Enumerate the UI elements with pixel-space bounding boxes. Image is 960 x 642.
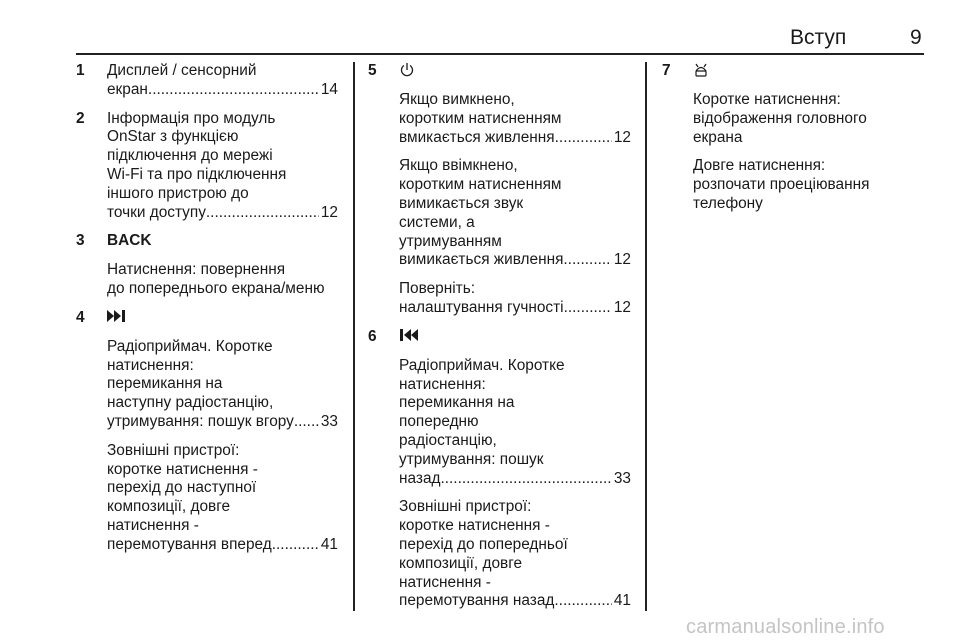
button-label: BACK [107,232,152,250]
line-text: натиснення: [107,356,194,374]
line-text: натиснення - [107,516,199,534]
legend-item [76,309,338,555]
line-text: Довге натиснення: [693,157,826,175]
skip-forward-icon [107,309,338,327]
page-reference: 12 [613,128,631,146]
page-reference-line [107,413,338,432]
phone-projection-icon [693,62,924,80]
page-reference-line [399,470,631,489]
power-icon [399,62,631,80]
line-text: підключення до мережі [107,147,273,165]
line-text: перемикання на [107,375,223,393]
description-paragraph [107,110,338,223]
line-text: утримуванням [399,232,502,250]
line-text: композиції, довге [107,498,231,516]
dot-leader [206,204,319,223]
legend-item [76,62,338,100]
line-text: перехід до наступної [107,479,257,497]
description-paragraph [107,62,338,100]
line-text: перемотування вперед [107,535,272,553]
page-reference: 12 [613,298,631,316]
description-paragraph [399,357,631,489]
line-text: OnStar з функцією [107,128,239,146]
line-text: Коротке натиснення: [693,91,841,108]
line-text: відображення головного [693,109,867,127]
line-text: екрана [693,128,743,146]
watermark: carmanualsonline.info [686,616,885,638]
column-divider-1 [353,62,355,611]
line-text: до попереднього екрана/меню [107,279,325,297]
page-reference: 33 [320,412,338,430]
line-text: вимикається звук [399,194,524,212]
column-3 [662,62,924,224]
line-text: іншого пристрою до [107,184,249,202]
line-text: натиснення - [399,573,491,591]
legend-item [368,62,631,318]
description-paragraph [693,91,924,147]
line-text: розпочати проеціювання [693,176,870,194]
skip-back-icon [399,328,631,346]
page-reference: 41 [320,535,338,553]
column-2 [368,62,631,621]
column-divider-2 [645,62,647,611]
line-text: Радіоприймач. Коротке [107,337,273,355]
line-text: Поверніть: [399,280,476,298]
description-paragraph [107,261,338,299]
line-text: утримування: пошук вгору [107,412,294,430]
item-number: 3 [76,232,85,250]
dot-leader [563,251,611,270]
page-reference-line [107,81,338,100]
item-number: 6 [368,327,377,345]
dot-leader [554,592,611,611]
line-text: коротке натиснення - [107,460,258,478]
line-text: телефону [693,194,763,212]
item-number: 5 [368,62,377,79]
line-text: Wi-Fi та про підключення [107,165,287,183]
line-text: вмикається живлення [399,128,555,146]
legend-item [662,62,924,214]
line-text: натиснення: [399,375,486,393]
line-text: налаштування гучності [399,298,564,316]
description-paragraph [399,498,631,611]
line-text: системи, а [399,213,475,231]
line-text: Якщо вимкнено, [399,91,515,108]
page-reference: 33 [613,469,631,487]
page-reference: 12 [320,203,338,221]
page-reference: 14 [320,80,338,98]
column-1 [76,62,338,565]
page-reference-line [399,299,631,318]
line-text: композиції, довге [399,554,523,572]
line-text: Радіоприймач. Коротке [399,356,565,374]
line-text: перехід до попередньої [399,535,568,553]
description-paragraph [107,442,338,555]
line-text: перемотування назад [399,592,555,610]
page-reference: 12 [613,251,631,269]
legend-item [368,328,631,611]
line-text: Зовнішні пристрої: [107,441,240,459]
line-text: екран [107,80,148,98]
dot-leader [294,413,319,432]
line-text: Якщо ввімкнено, [399,157,518,175]
item-number: 1 [76,62,85,79]
line-text: Натиснення: повернення [107,261,286,279]
line-text: коротким натисненням [399,176,562,194]
line-text: коротким натисненням [399,109,562,127]
description-paragraph [399,280,631,318]
legend-item [76,232,338,298]
page-reference-line [399,251,631,270]
legend-item [76,110,338,223]
page-reference-line [107,204,338,223]
line-text: вимикається живлення [399,251,564,269]
line-text: утримування: пошук [399,450,544,468]
page-reference-line [107,536,338,555]
dot-leader [148,81,319,100]
line-text: Інформація про модуль [107,109,276,127]
page-reference: 41 [613,592,631,610]
line-text: Зовнішні пристрої: [399,498,532,516]
description-paragraph [107,338,338,432]
description-paragraph [399,91,631,147]
line-text: Дисплей / сенсорний [107,62,257,79]
description-paragraph [399,157,631,270]
page-reference-line [399,129,631,148]
dot-leader [272,536,319,555]
description-paragraph [693,157,924,213]
line-text: радіостанцію, [399,431,497,449]
dot-leader [555,129,612,148]
header-rule [76,53,924,55]
line-text: наступну радіостанцію, [107,394,274,412]
line-text: попередню [399,413,479,431]
item-number: 4 [76,308,85,326]
item-number: 7 [662,62,671,79]
line-text: коротке натиснення - [399,517,550,535]
line-text: перемикання на [399,394,515,412]
line-text: точки доступу [107,203,206,221]
dot-leader [440,470,611,489]
item-number: 2 [76,109,85,127]
dot-leader [564,299,612,318]
page-reference-line [399,592,631,611]
line-text: назад [399,469,441,487]
page-header-title: Вступ [790,26,847,49]
page-number: 9 [910,26,922,49]
